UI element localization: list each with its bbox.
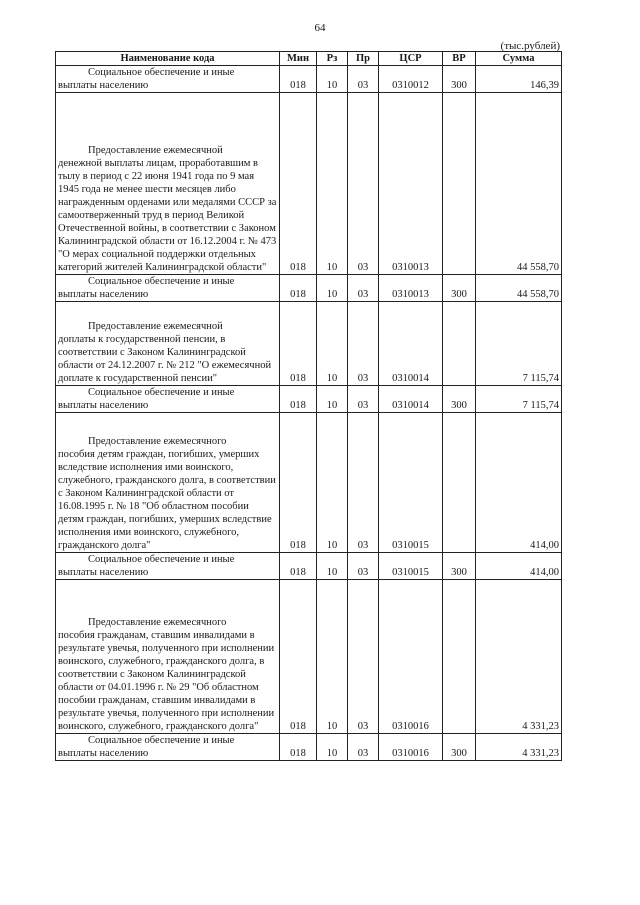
row-name-rest: выплаты населению bbox=[58, 80, 149, 91]
row-name bbox=[56, 413, 280, 553]
table-row bbox=[56, 413, 562, 553]
header-csr: ЦСР bbox=[379, 52, 443, 66]
row-name-rest: денежной выплаты лицам, проработавшим в тылу в период с 22 июня 1941 года по 9 мая 1945 года не менее шести месяцев либо награжденным орденами или медалями СССР за самоотверженный труд в период Великой Отечественной войны, в соответствии с Законом Калининградской области от 16.12.2004 г. № 473 "О мерах социальной поддержки отдельных категорий жителей Калининградской области" bbox=[58, 158, 277, 273]
table-row bbox=[56, 275, 562, 302]
row-name-rest: пособия гражданам, ставшим инвалидами в результате увечья, полученного при исполнении воинского, служебного, гражданского долга, в соответствии с Законом Калининградской области от 04.01.1996 г. № 29 "Об областном пособии гражданам, ставшим инвалидами в результате увечья, полученного при исполнении воинского, служебного, гражданского долга" bbox=[58, 630, 275, 732]
row-vr bbox=[443, 302, 476, 386]
row-csr: 0310012 bbox=[379, 66, 443, 93]
row-sum: 44 558,70 bbox=[476, 93, 562, 275]
row-rz: 10 bbox=[317, 302, 348, 386]
row-rz: 10 bbox=[317, 386, 348, 413]
table-row bbox=[56, 580, 562, 734]
row-rz: 10 bbox=[317, 275, 348, 302]
row-csr: 0310013 bbox=[379, 275, 443, 302]
row-csr: 0310013 bbox=[379, 93, 443, 275]
units-label: (тыс.рублей) bbox=[500, 40, 560, 52]
row-csr: 0310015 bbox=[379, 413, 443, 553]
row-name-rest: выплаты населению bbox=[58, 289, 149, 300]
row-pr: 03 bbox=[348, 413, 379, 553]
row-min: 018 bbox=[280, 553, 317, 580]
table-row bbox=[56, 734, 562, 761]
row-pr: 03 bbox=[348, 93, 379, 275]
row-sum: 7 115,74 bbox=[476, 302, 562, 386]
row-name-rest: выплаты населению bbox=[58, 567, 149, 578]
row-sum: 4 331,23 bbox=[476, 580, 562, 734]
row-name-first: Социальное обеспечение и иные bbox=[88, 735, 235, 746]
header-rz: Рз bbox=[317, 52, 348, 66]
row-pr: 03 bbox=[348, 275, 379, 302]
row-sum: 44 558,70 bbox=[476, 275, 562, 302]
row-name-first: Предоставление ежемесячного bbox=[88, 436, 227, 447]
row-name-first: Предоставление ежемесячного bbox=[88, 617, 227, 628]
row-rz: 10 bbox=[317, 413, 348, 553]
row-name-first: Предоставление ежемесячной bbox=[88, 145, 223, 156]
row-min: 018 bbox=[280, 580, 317, 734]
row-min: 018 bbox=[280, 93, 317, 275]
row-min: 018 bbox=[280, 275, 317, 302]
budget-table bbox=[55, 51, 562, 761]
row-name bbox=[56, 275, 280, 302]
row-name-rest: доплаты к государственной пенсии, в соответствии с Законом Калининградской области от 24.12.2007 г. № 212 "О ежемесячной доплате к государственной пенсии" bbox=[58, 334, 272, 384]
row-sum: 414,00 bbox=[476, 413, 562, 553]
row-sum: 7 115,74 bbox=[476, 386, 562, 413]
row-sum: 146,39 bbox=[476, 66, 562, 93]
table-row bbox=[56, 553, 562, 580]
header-pr: Пр bbox=[348, 52, 379, 66]
row-pr: 03 bbox=[348, 66, 379, 93]
row-pr: 03 bbox=[348, 580, 379, 734]
row-pr: 03 bbox=[348, 553, 379, 580]
row-vr: 300 bbox=[443, 553, 476, 580]
row-name-first: Социальное обеспечение и иные bbox=[88, 387, 235, 398]
row-min: 018 bbox=[280, 413, 317, 553]
row-vr bbox=[443, 413, 476, 553]
row-vr bbox=[443, 580, 476, 734]
row-name-rest: выплаты населению bbox=[58, 748, 149, 759]
row-name bbox=[56, 580, 280, 734]
table-row bbox=[56, 66, 562, 93]
row-vr: 300 bbox=[443, 386, 476, 413]
row-min: 018 bbox=[280, 302, 317, 386]
row-rz: 10 bbox=[317, 66, 348, 93]
row-name-rest: выплаты населению bbox=[58, 400, 149, 411]
page-number: 64 bbox=[314, 22, 326, 34]
row-name bbox=[56, 66, 280, 93]
table-row bbox=[56, 302, 562, 386]
row-pr: 03 bbox=[348, 734, 379, 761]
row-csr: 0310016 bbox=[379, 580, 443, 734]
header-vr: ВР bbox=[443, 52, 476, 66]
row-name-first: Социальное обеспечение и иные bbox=[88, 276, 235, 287]
row-vr: 300 bbox=[443, 734, 476, 761]
row-min: 018 bbox=[280, 66, 317, 93]
row-pr: 03 bbox=[348, 386, 379, 413]
table-row bbox=[56, 386, 562, 413]
header-name: Наименование кода bbox=[56, 52, 280, 66]
header-sum: Сумма bbox=[476, 52, 562, 66]
row-csr: 0310016 bbox=[379, 734, 443, 761]
row-pr: 03 bbox=[348, 302, 379, 386]
row-rz: 10 bbox=[317, 734, 348, 761]
row-vr bbox=[443, 93, 476, 275]
row-csr: 0310014 bbox=[379, 302, 443, 386]
header-min: Мин bbox=[280, 52, 317, 66]
row-rz: 10 bbox=[317, 553, 348, 580]
table-row bbox=[56, 93, 562, 275]
row-csr: 0310014 bbox=[379, 386, 443, 413]
row-min: 018 bbox=[280, 734, 317, 761]
row-rz: 10 bbox=[317, 580, 348, 734]
row-min: 018 bbox=[280, 386, 317, 413]
row-csr: 0310015 bbox=[379, 553, 443, 580]
row-name bbox=[56, 386, 280, 413]
row-name bbox=[56, 734, 280, 761]
row-sum: 4 331,23 bbox=[476, 734, 562, 761]
row-name bbox=[56, 93, 280, 275]
row-name bbox=[56, 302, 280, 386]
row-name-rest: пособия детям граждан, погибших, умерших вследствие исполнения ими воинского, служебного, гражданского долга, в соответствии с Законом Калининградской области от 16.08.1995 г. № 18 "Об областном пособии детям граждан, погибших, умерших вследствие исполнения ими воинского, служебного, гражданского долга" bbox=[58, 449, 276, 551]
row-rz: 10 bbox=[317, 93, 348, 275]
row-vr: 300 bbox=[443, 275, 476, 302]
row-name-first: Социальное обеспечение и иные bbox=[88, 67, 235, 78]
row-sum: 414,00 bbox=[476, 553, 562, 580]
row-name bbox=[56, 553, 280, 580]
row-name-first: Предоставление ежемесячной bbox=[88, 321, 223, 332]
row-name-first: Социальное обеспечение и иные bbox=[88, 554, 235, 565]
row-vr: 300 bbox=[443, 66, 476, 93]
header-row bbox=[56, 52, 562, 66]
